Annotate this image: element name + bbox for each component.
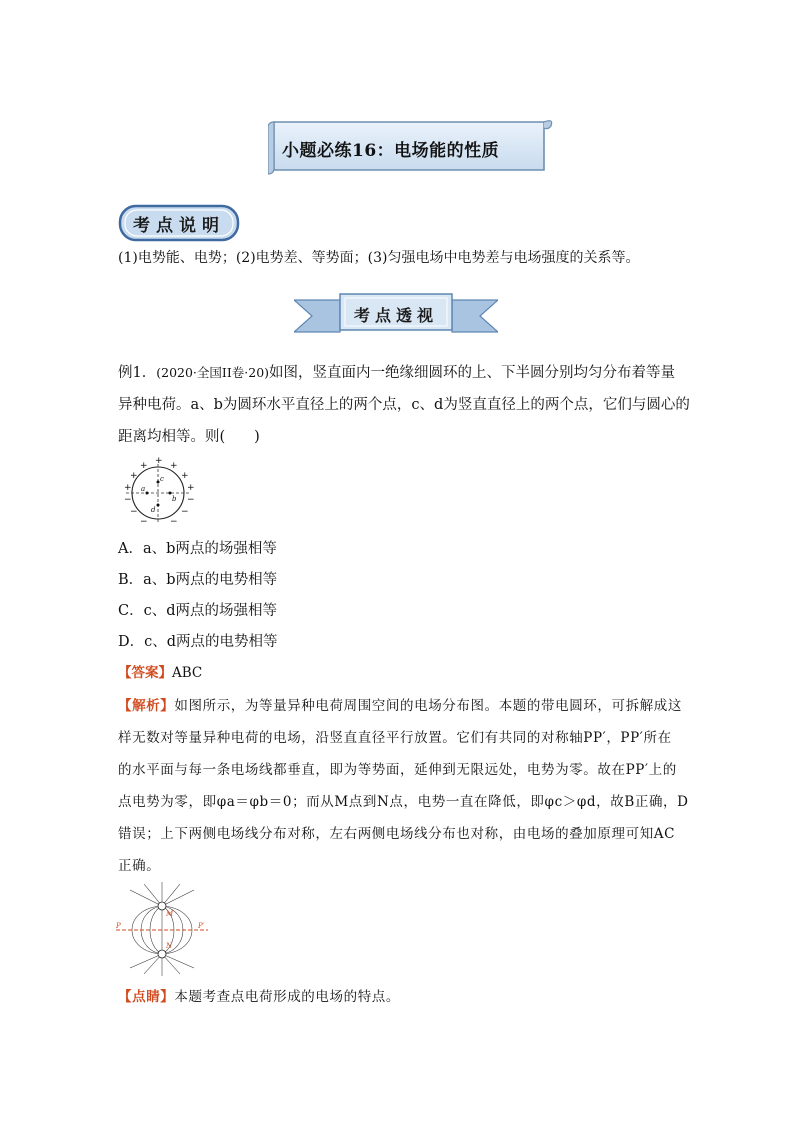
analysis-text-1: 如图所示，为等量异种电荷周围空间的电场分布图。本题的带电圆环，可拆解成这 <box>174 698 683 714</box>
section-heading-explanation: 考点说明 <box>133 216 225 236</box>
analysis-line-6: 正确。 <box>118 858 161 874</box>
analysis-line-5: 错误；上下两侧电场线分布对称，左右两侧电场线分布也对称，由电场的叠加原理可知AC <box>118 826 676 842</box>
minus-sign: − <box>124 495 132 505</box>
comment-line <box>118 986 400 1008</box>
plus-sign: + <box>170 461 178 471</box>
analysis-line-2: 样无数对等量异种电荷的电场，沿竖直直径平行放置。它们有共同的对称轴PP′，PP′所在 <box>118 730 672 746</box>
minus-sign: − <box>181 507 189 517</box>
figure-charged-ring <box>118 456 202 528</box>
label-m: M <box>166 910 174 918</box>
option-d: D．c、d两点的电势相等 <box>118 634 278 650</box>
point-d-label: d <box>151 506 156 514</box>
plus-sign: + <box>187 483 195 493</box>
example-text-1: 如图，竖直面内一绝缘细圆环的上、下半圆分别均匀分布着等量 <box>269 365 676 381</box>
answer-tag: 【答案】 <box>118 665 172 681</box>
analysis-line-4: 点电势为零，即φa＝φb＝0；而从M点到N点，电势一直在降低，即φc＞φd，故B正确，D <box>118 794 689 810</box>
example-line-2: 异种电荷。a、b为圆环水平直径上的两个点，c、d为竖直直径上的两个点，它们与圆心的 <box>118 397 690 413</box>
example-line-3: 距离均相等。则( ) <box>118 429 260 445</box>
plus-sign: + <box>140 461 148 471</box>
example-line-1 <box>118 362 675 384</box>
option-b: B．a、b两点的电势相等 <box>118 572 278 588</box>
example-label: 例1． <box>118 365 157 381</box>
point-b-label: b <box>172 495 177 503</box>
plus-sign: + <box>181 471 189 481</box>
plus-sign: + <box>130 471 138 481</box>
point-c-label: c <box>160 475 164 483</box>
point-a-label: a <box>141 485 146 493</box>
section-explanation-text: (1)电势能、电势；(2)电势差、等势面；(3)匀强电场中电势差与电场强度的关系等。 <box>118 250 640 266</box>
minus-sign: − <box>140 517 148 527</box>
answer-value: ABC <box>172 665 203 681</box>
plus-sign: + <box>155 456 163 466</box>
minus-sign: − <box>130 507 138 517</box>
figure-field-lines <box>114 880 210 978</box>
comment-text: 本题考查点电荷形成的电场的特点。 <box>174 989 401 1005</box>
option-c: C．c、d两点的场强相等 <box>118 603 277 619</box>
option-a: A．a、b两点的场强相等 <box>118 541 277 557</box>
minus-sign: − <box>187 495 195 505</box>
minus-sign: − <box>170 517 178 527</box>
plus-sign: + <box>124 483 132 493</box>
section-heading-perspective: 考点透视 <box>353 306 438 325</box>
answer-line <box>118 662 202 684</box>
analysis-line-1 <box>118 695 682 717</box>
label-n: N <box>166 942 173 950</box>
analysis-line-3: 的水平面与每一条电场线都垂直，即为等势面，延伸到无限远处，电势为零。故在PP′上的 <box>118 762 677 778</box>
label-p: P <box>116 922 121 930</box>
example-source: (2020·全国II卷·20) <box>156 365 270 380</box>
label-p-prime: P′ <box>198 922 205 930</box>
analysis-tag: 【解析】 <box>118 698 175 714</box>
comment-tag: 【点睛】 <box>118 989 175 1005</box>
page-title: 小题必练16：电场能的性质 <box>282 141 500 161</box>
